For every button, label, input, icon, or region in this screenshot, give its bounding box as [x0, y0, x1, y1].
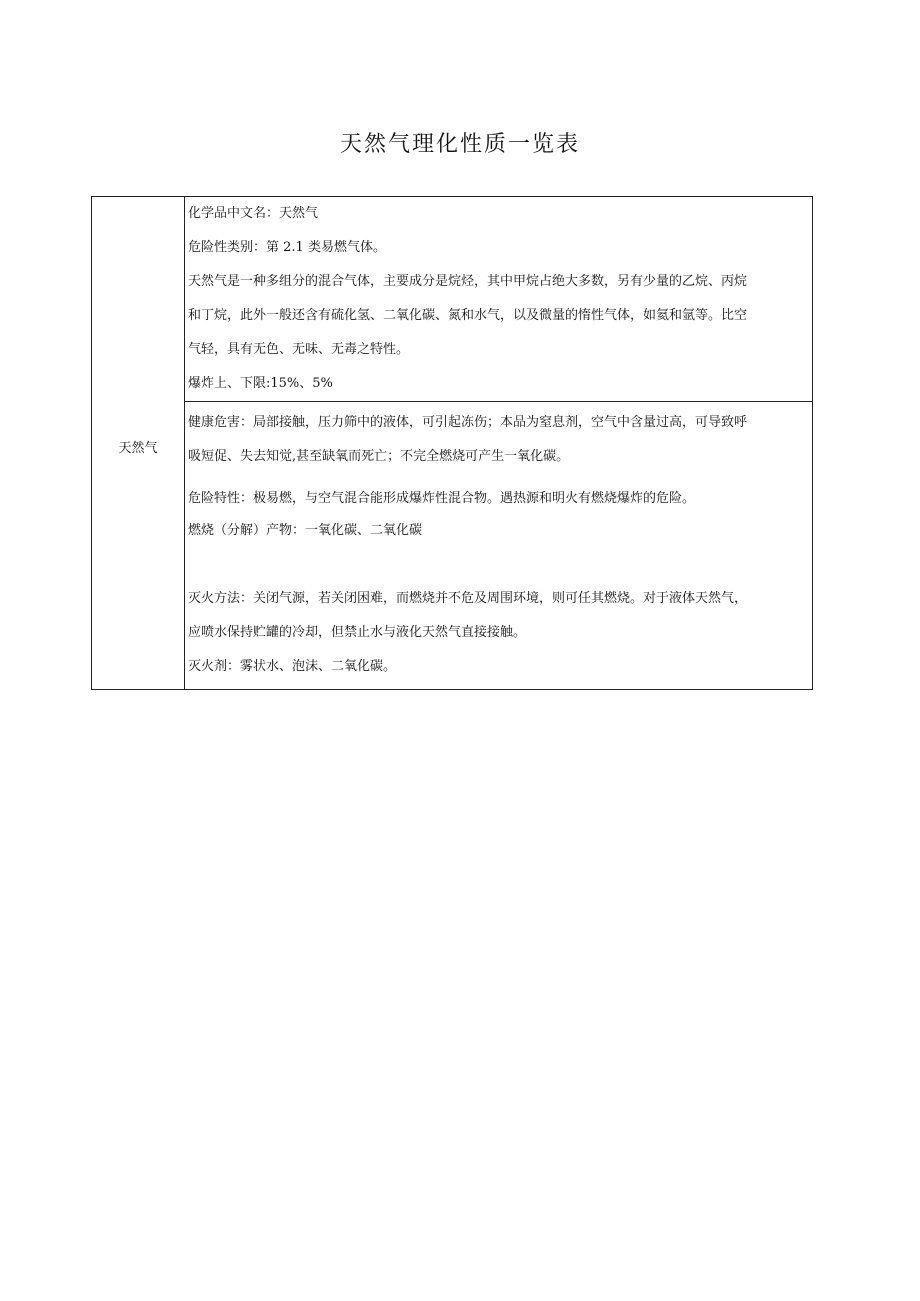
health-hazard-line: 健康危害：局部接触，压力筛中的液体，可引起冻伤；本品为窒息剂，空气中含量过高，可导致呼: [188, 415, 748, 430]
chinese-name-line: 化学品中文名：天然气: [188, 206, 319, 221]
hazard-class-line: 危险性类别：第 2.1 类易燃气体。: [188, 240, 386, 255]
hazard-section: [185, 402, 813, 690]
fire-fighting-line: 灭火方法：关闭气源，若关闭困难，而燃烧并不危及周围环境，则可任其燃烧。对于液体天然气，: [188, 591, 748, 606]
substance-name: 天然气: [118, 440, 158, 456]
description-line: 和丁烷，此外一般还含有硫化氢、二氧化碳、氮和水气，以及微量的惰性气体，如氦和氩等。比空: [188, 308, 748, 323]
table-row: [92, 402, 813, 690]
properties-table: [91, 196, 813, 690]
table-row: [92, 197, 813, 402]
spacer: [188, 542, 812, 582]
fire-fighting-line: 应喷水保持贮罐的冷却，但禁止水与液化天然气直接接触。: [188, 625, 527, 640]
combustion-products-line: 燃烧（分解）产物：一氧化碳、二氧化碳: [188, 523, 423, 538]
identity-section: [185, 197, 813, 402]
document-title: 天然气理化性质一览表: [339, 132, 580, 157]
explosion-limits-line: 爆炸上、下限:15%、5%: [188, 376, 333, 391]
health-hazard-line: 吸短促、失去知觉,甚至缺氧而死亡；不完全燃烧可产生一氧化碳。: [188, 449, 570, 464]
description-line: 天然气是一种多组分的混合气体，主要成分是烷烃，其中甲烷占绝大多数，另有少量的乙烷、丙烷: [188, 274, 748, 289]
description-line: 气轻，具有无色、无味、无毒之特性。: [188, 342, 410, 357]
hazard-properties-line: 危险特性：极易燃，与空气混合能形成爆炸性混合物。遇热源和明火有燃烧爆炸的危险。: [188, 491, 696, 506]
substance-name-cell: [92, 197, 185, 690]
extinguishing-agent-line: 灭火剂：雾状水、泡沫、二氧化碳。: [188, 659, 397, 674]
